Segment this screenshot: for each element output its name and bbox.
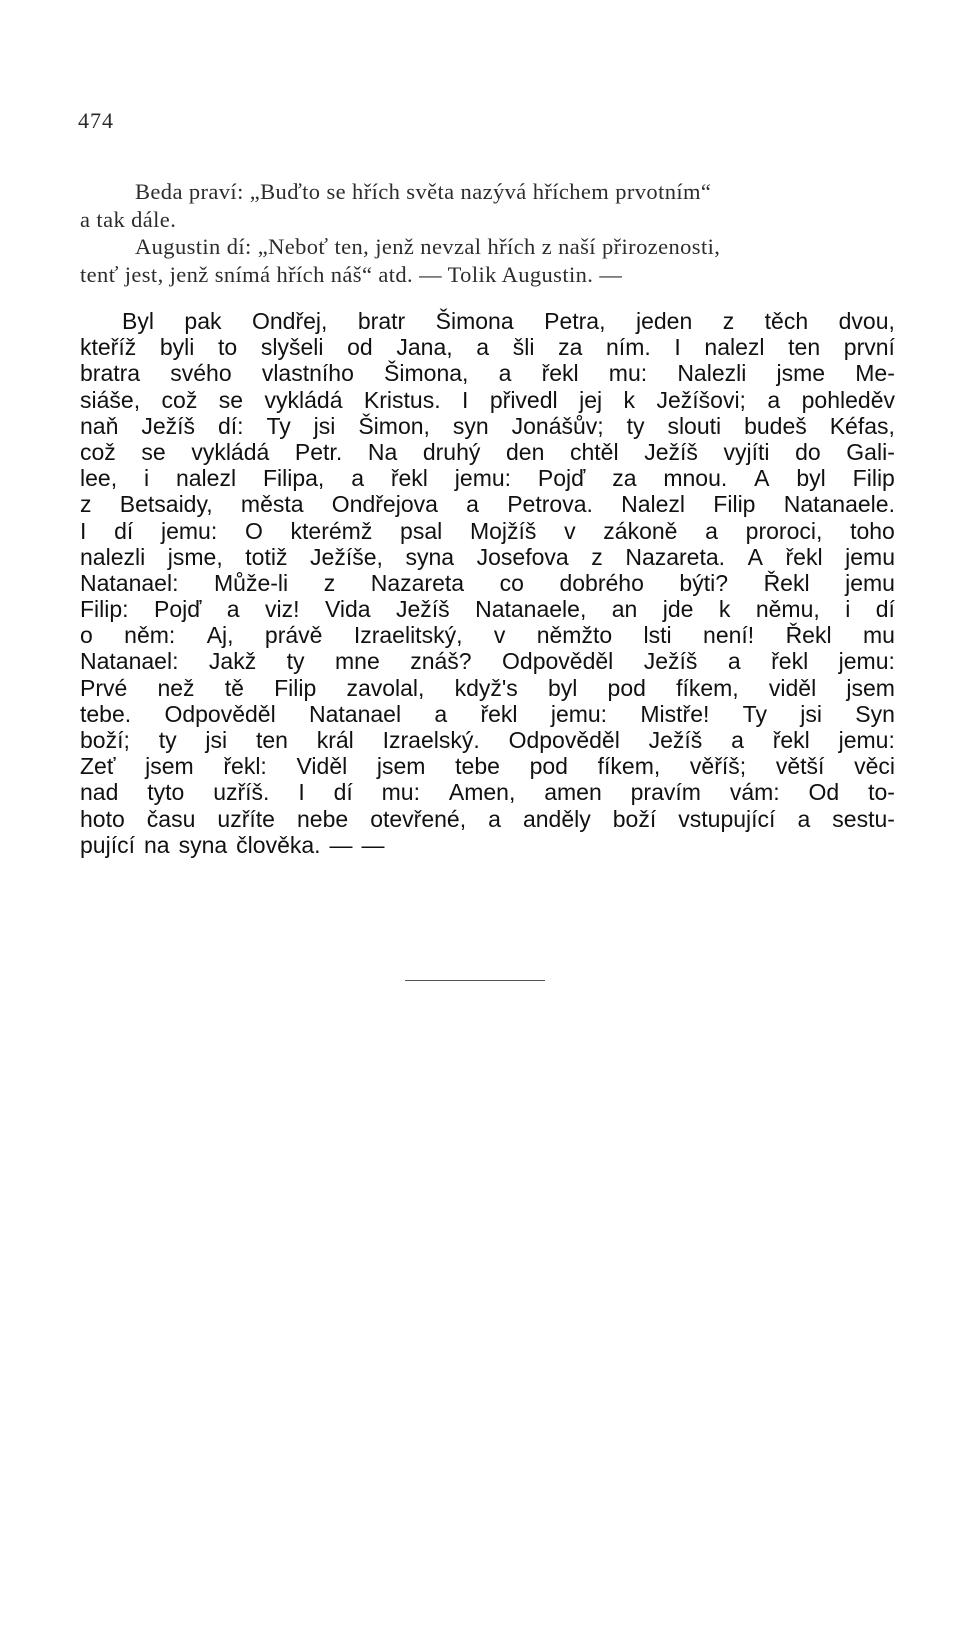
commentary-paragraph (80, 178, 890, 288)
gospel-line: bratra svého vlastního Šimona, a řekl mu: Nalezli jsme Me- (80, 360, 895, 387)
gospel-line: Zeť jsem řekl: Viděl jsem tebe pod fíkem, věříš; větší věci (80, 753, 895, 780)
gospel-line: siáše, což se vykládá Kristus. I přivedl jej k Ježíšovi; a pohleděv (80, 386, 895, 413)
gospel-line: nad tyto uzříš. I dí mu: Amen, amen pravím vám: Od to- (80, 779, 895, 806)
gospel-line: boží; ty jsi ten král Izraelský. Odpověděl Ježíš a řekl jemu: (80, 727, 895, 753)
gospel-line: Filip: Pojď a viz! Vida Ježíš Natanaele, an jde k němu, i dí (80, 596, 895, 623)
commentary-line: Augustin dí: „Neboť ten, jenž nevzal hřích z naší přirozenosti, (135, 234, 721, 259)
gospel-line: pující na syna člověka. — — (80, 831, 385, 858)
gospel-line: což se vykládá Petr. Na druhý den chtěl Ježíš vyjíti do Gali- (80, 438, 895, 465)
gospel-line: naň Ježíš dí: Ty jsi Šimon, syn Jonášův; ty slouti budeš Kéfas, (80, 412, 895, 439)
gospel-line: Prvé než tě Filip zavolal, když's byl pod fíkem, viděl jsem (80, 674, 895, 701)
gospel-line: tebe. Odpověděl Natanael a řekl jemu: Mistře! Ty jsi Syn (80, 700, 895, 727)
gospel-line: I dí jemu: O kterémž psal Mojžíš v zákoně a proroci, toho (80, 517, 895, 544)
gospel-line: kteříž byli to slyšeli od Jana, a šli za ním. I nalezl ten první (80, 334, 895, 361)
gospel-line: nalezli jsme, totiž Ježíše, syna Josefova z Nazareta. A řekl jemu (80, 543, 895, 570)
gospel-line: Byl pak Ondřej, bratr Šimona Petra, jeden z těch dvou, (122, 308, 895, 334)
gospel-paragraph (80, 308, 895, 858)
gospel-line: Natanael: Může-li z Nazareta co dobrého býti? Řekl jemu (80, 569, 895, 596)
page-number: 474 (78, 108, 114, 133)
commentary-line: a tak dále. (80, 206, 177, 232)
gospel-line: Natanael: Jakž ty mne znáš? Odpověděl Ježíš a řekl jemu: (80, 648, 895, 675)
gospel-line: o něm: Aj, právě Izraelitský, v němžto lsti není! Řekl mu (80, 622, 895, 649)
gospel-line: lee, i nalezl Filipa, a řekl jemu: Pojď za mnou. A byl Filip (80, 465, 895, 492)
commentary-line: Beda praví: „Buďto se hřích světa nazývá hříchem prvotním“ (135, 179, 712, 204)
commentary-line: tenť jest, jenž snímá hřích náš“ atd. — Tolik Augustin. — (80, 261, 623, 287)
gospel-line: z Betsaidy, města Ondřejova a Petrova. Nalezl Filip Natanaele. (80, 491, 895, 518)
gospel-line: hoto času uzříte nebe otevřené, a anděly boží vstupující a sestu- (80, 805, 895, 832)
section-divider (405, 980, 545, 981)
